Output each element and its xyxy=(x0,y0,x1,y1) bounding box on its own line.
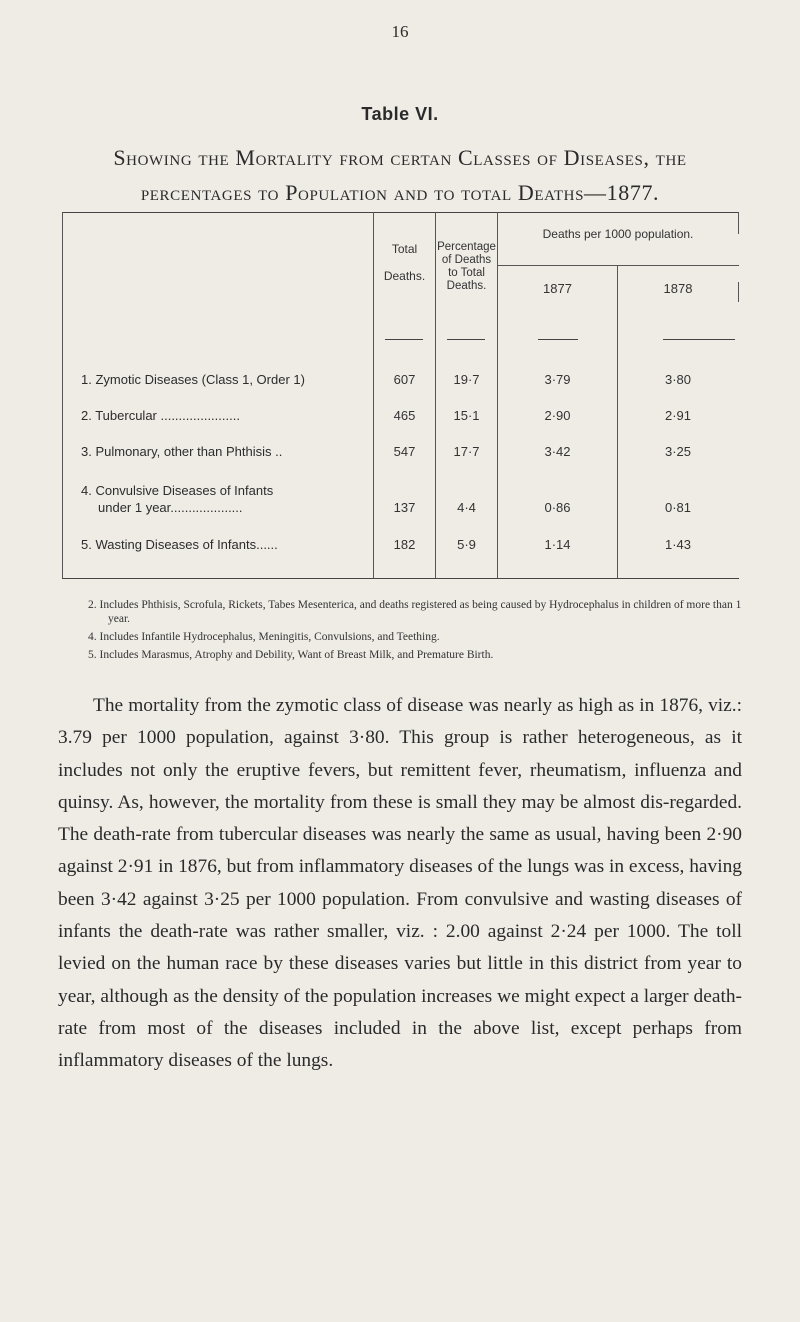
cell-1877: 1·14 xyxy=(544,537,571,552)
column-divider xyxy=(738,282,739,302)
cell-1877: 0·86 xyxy=(544,500,571,515)
row-label-continuation: under 1 year.................... xyxy=(98,500,243,515)
cell-1877: 3·42 xyxy=(544,444,571,459)
table-subtitle: Showing the Mortality from certan Classes of Diseases, the percentages to Population and to total Deaths—1877. xyxy=(113,145,687,205)
cell-total: 607 xyxy=(393,372,416,387)
row-label: 1. Zymotic Diseases (Class 1, Order 1) xyxy=(81,372,305,387)
column-divider xyxy=(738,212,739,234)
cell-total: 182 xyxy=(393,537,416,552)
header-year-1877: 1877 xyxy=(543,281,572,296)
footnote xyxy=(88,648,748,662)
cell-total: 547 xyxy=(393,444,416,459)
page-number: 16 xyxy=(391,22,409,41)
header-total-line1: Total xyxy=(391,242,418,256)
footnote-text: 4. Includes Infantile Hydrocephalus, Meningitis, Convulsions, and Teething. xyxy=(88,631,440,643)
row-label: 5. Wasting Diseases of Infants...... xyxy=(81,537,278,552)
cell-total: 465 xyxy=(393,408,416,423)
cell-percentage: 19·7 xyxy=(453,372,480,387)
header-underline xyxy=(663,339,735,340)
table-title: Table VI. xyxy=(361,104,439,124)
cell-1877: 3·79 xyxy=(544,372,571,387)
cell-1878: 2·91 xyxy=(664,408,692,423)
header-underline xyxy=(538,339,578,340)
body-paragraph: The mortality from the zymotic class of disease was nearly as high as in 1876, viz.: 3.79 per 1000 population, against 3·80. This group is rather heterogeneous, as it includes not only the eruptive fevers, but remittent fever, rheumatism, influenza and quinsy. As, however, the mortality from these is small they may be almost dis-regarded. The death-rate from tubercular diseases was nearly the same as usual, having been 2·90 against 2·91 in 1876, but from inflammatory diseases of the lungs was in excess, having been 3·42 against 3·25 per 1000 population. From convulsive and wasting diseases of infants the death-rate was rather smaller, viz. : 2.00 against 2·24 per 1000. The toll levied on the human race by these diseases varies but little in this district from year to year, although as the density of the population increases we might expect a larger death-rate from most of the diseases included in the above list, except perhaps from inflammatory diseases of the lungs. xyxy=(58,695,742,1072)
cell-1878: 3·25 xyxy=(664,444,692,459)
footnote-text: 2. Includes Phthisis, Scrofula, Rickets, Tabes Mesenterica, and deaths registered as being caused by Hydrocephalus in children of more than 1 year. xyxy=(88,599,742,625)
cell-total: 137 xyxy=(393,500,416,515)
footnote xyxy=(88,598,748,626)
cell-percentage: 17·7 xyxy=(453,444,480,459)
header-subrule xyxy=(497,265,739,266)
cell-percentage: 5·9 xyxy=(457,537,476,552)
header-percentage: Percentage of Deaths to Total Deaths. xyxy=(437,241,496,292)
row-label: 2. Tubercular ...................... xyxy=(81,408,240,423)
footnote-text: 5. Includes Marasmus, Atrophy and Debility, Want of Breast Milk, and Premature Birth. xyxy=(88,649,494,661)
cell-1878: 3·80 xyxy=(664,372,692,387)
header-total-line2: Deaths. xyxy=(383,269,426,283)
cell-1878: 0·81 xyxy=(664,500,692,515)
row-label: 4. Convulsive Diseases of Infants xyxy=(81,483,274,498)
header-underline xyxy=(385,339,423,340)
cell-1877: 2·90 xyxy=(544,408,571,423)
header-deaths-per-1000: Deaths per 1000 population. xyxy=(542,227,694,241)
column-divider xyxy=(497,212,498,578)
column-divider xyxy=(373,212,374,578)
header-underline xyxy=(447,339,485,340)
row-label: 3. Pulmonary, other than Phthisis .. xyxy=(81,444,283,459)
header-year-1878: 1878 xyxy=(663,281,693,296)
cell-percentage: 4·4 xyxy=(457,500,476,515)
footnote xyxy=(88,630,748,644)
cell-percentage: 15·1 xyxy=(453,408,480,423)
cell-1878: 1·43 xyxy=(664,537,692,552)
footnotes xyxy=(88,598,748,666)
mortality-table xyxy=(62,212,739,579)
table-top-rule xyxy=(63,212,739,213)
